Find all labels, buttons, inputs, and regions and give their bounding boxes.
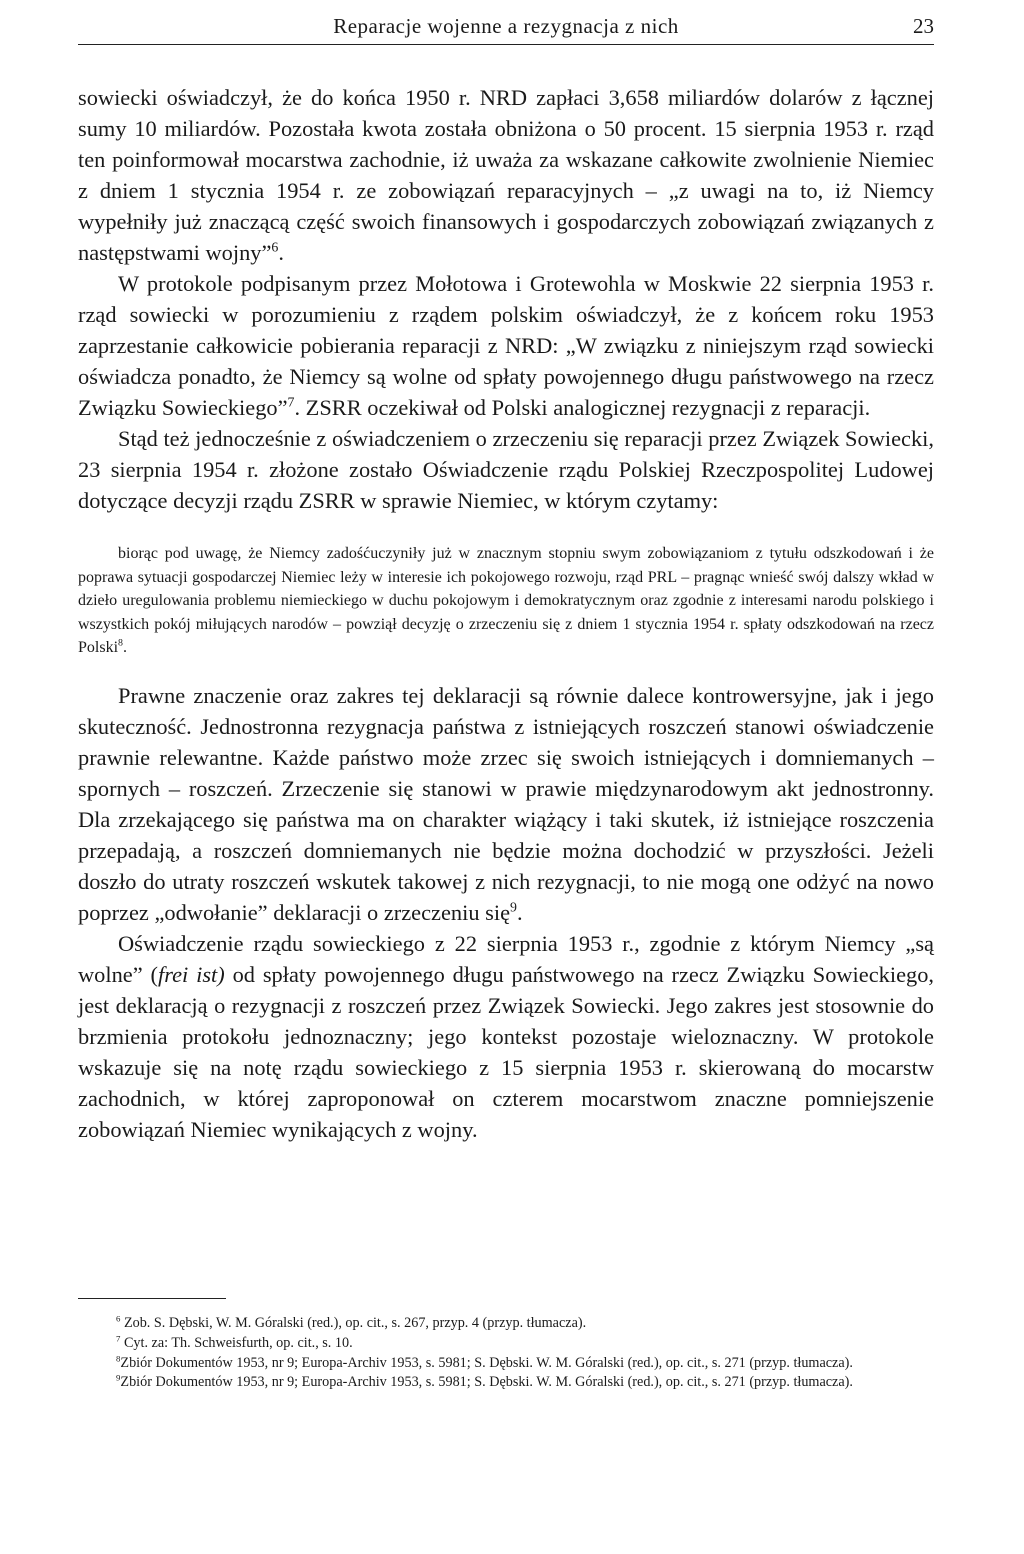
footnote-separator: [78, 1298, 226, 1299]
block-quote-end: .: [122, 639, 127, 656]
paragraph-2: [78, 268, 934, 423]
footnote-ref-9[interactable]: 9: [510, 900, 517, 916]
block-quote-text: biorąc pod uwagę, że Niemcy zadośćuczyniły już w znacznym stopniu swym zobowiązaniom z tytułu odszkodowań i że poprawa sytuacji gospodarczej Niemiec leży w interesie ich pokojowego rozwoju, rząd PRL – pragnąc wnieść swój dalszy wkład w dzieło uregulowania problemu niemieckiego w duchu pokojowym i demokratycznym oraz zgodnie z interesami narodu polskiego i wszystkich pokój miłujących narodów – powziął decyzję o zrzeczeniu się z dniem 1 stycznia 1954 r. spłaty odszkodowań na rzecz Polski: [78, 545, 934, 656]
footnote-7: [78, 1334, 934, 1354]
paragraph-4: [78, 680, 934, 928]
footnote-ref-6[interactable]: 6: [271, 240, 279, 256]
main-text: [78, 82, 934, 1145]
running-header: [78, 12, 934, 45]
page-number: 23: [913, 14, 934, 38]
paragraph-5-italic: frei ist): [157, 961, 225, 987]
footnote-8: [78, 1354, 934, 1374]
paragraph-5: [78, 928, 934, 1145]
paragraph-5-start: Oświadczenie rządu sowieckiego z 22 sierpnia 1953 r., zgodnie z którym Niemcy „są wolne” (: [78, 930, 934, 987]
footnote-9: [78, 1373, 934, 1393]
paragraph-3-text: Stąd też jednocześnie z oświadczeniem o zrzeczeniu się reparacji przez Związek Sowiecki, 23 sierpnia 1954 r. złożone zostało Oświadczenie rządu Polskiej Rzeczpospolitej Ludowej dotyczące decyzji rządu ZSRR w sprawie Niemiec, w którym czytamy:: [78, 426, 934, 513]
paragraph-5-rest: od spłaty powojennego długu państwowego na rzecz Związku Sowieckiego, jest deklaracją o rezygnacji z roszczeń przez Związek Sowiecki. Jego zakres jest stosownie do brzmienia protokołu jednoznaczny; jego kontekst pozostaje wieloznaczny. W protokole wskazuje się na notę rządu sowieckiego z 15 sierpnia 1953 r. skierowaną do mocarstw zachodnich, w której zaproponował on czterem mocarstwom znaczne pomniejszenie zobowiązań Niemiec wynikających z wojny.: [78, 961, 934, 1142]
paragraph-4-text: Prawne znaczenie oraz zakres tej deklaracji są równie dalece kontrowersyjne, jak i jego skuteczność. Jednostronna rezygnacja państwa z istniejących roszczeń stanowi oświadczenie prawnie relewantne. Każde państwo może zrzec się swoich istniejących i domniemanych – spornych – roszczeń. Zrzeczenie się stanowi w prawie międzynarodowym akt jednostronny. Dla zrzekającego się państwa ma on charakter wiążący i taki skutek, iż istniejące roszczenia przepadają, a roszczeń domniemanych nie będzie można dochodzić w przyszłości. Jeżeli doszło do utraty roszczeń wskutek takowej z nich rezygnacji, to nie mogą one odżyć na nowo poprzez „odwołanie” deklaracji o zrzeczeniu się: [78, 682, 934, 925]
running-header-title: Reparacje wojenne a rezygnacja z nich: [333, 14, 679, 38]
footnote-7-text: Cyt. za: Th. Schweisfurth, op. cit., s. 10.: [120, 1334, 353, 1351]
paragraph-4-end: .: [516, 899, 523, 925]
block-quote: [78, 542, 934, 660]
paragraph-2-end: . ZSRR oczekiwał od Polski analogicznej rezygnacji z reparacji.: [294, 395, 871, 420]
footnote-6: [78, 1314, 934, 1334]
footnote-8-text: Zbiór Dokumentów 1953, nr 9; Europa-Archiv 1953, s. 5981; S. Dębski. W. M. Góralski (red.), op. cit., s. 271 (przyp. tłumacza).: [120, 1354, 853, 1371]
paragraph-1-end: .: [278, 240, 284, 265]
footnote-7-number: 7: [116, 1333, 121, 1344]
footnote-ref-7[interactable]: 7: [287, 395, 295, 411]
paragraph-3: [78, 423, 934, 516]
footnote-6-number: 6: [116, 1313, 121, 1324]
paragraph-1-text: sowiecki oświadczył, że do końca 1950 r. NRD zapłaci 3,658 miliardów dolarów z łącznej sumy 10 miliardów. Pozostała kwota została obniżona o 50 procent. 15 sierpnia 1953 r. rząd ten poinformował mocarstwa zachodnie, iż uważa za wskazane całkowite zwolnienie Niemiec z dniem 1 stycznia 1954 r. ze zobowiązań reparacyjnych – „z uwagi na to, iż Niemcy wypełniły już znaczącą część swoich finansowych i gospodarczych zobowiązań związanych z następstwami wojny”: [78, 85, 934, 265]
footnote-6-text: Zob. S. Dębski, W. M. Góralski (red.), op. cit., s. 267, przyp. 4 (przyp. tłumacza).: [120, 1315, 587, 1331]
footnote-9-text: Zbiór Dokumentów 1953, nr 9; Europa-Archiv 1953, s. 5981; S. Dębski. W. M. Góralski (red.), op. cit., s. 271 (przyp. tłumacza).: [120, 1374, 853, 1391]
footnote-8-number: 8: [116, 1352, 121, 1363]
paragraph-2-text: W protokole podpisanym przez Mołotowa i Grotewohla w Moskwie 22 sierpnia 1953 r. rząd sowiecki w porozumieniu z rządem polskim oświadczył, że z końcem roku 1953 zaprzestanie całkowicie pobierania reparacji z NRD: „W związku z niniejszym rząd sowiecki oświadcza ponadto, że Niemcy są wolne od spłaty powojennego długu państwowego na rzecz Związku Sowieckiego”: [78, 271, 934, 420]
footnote-9-number: 9: [116, 1372, 121, 1383]
footnote-ref-8[interactable]: 8: [118, 637, 123, 649]
paragraph-1: [78, 82, 934, 268]
footnotes: [78, 1314, 934, 1393]
